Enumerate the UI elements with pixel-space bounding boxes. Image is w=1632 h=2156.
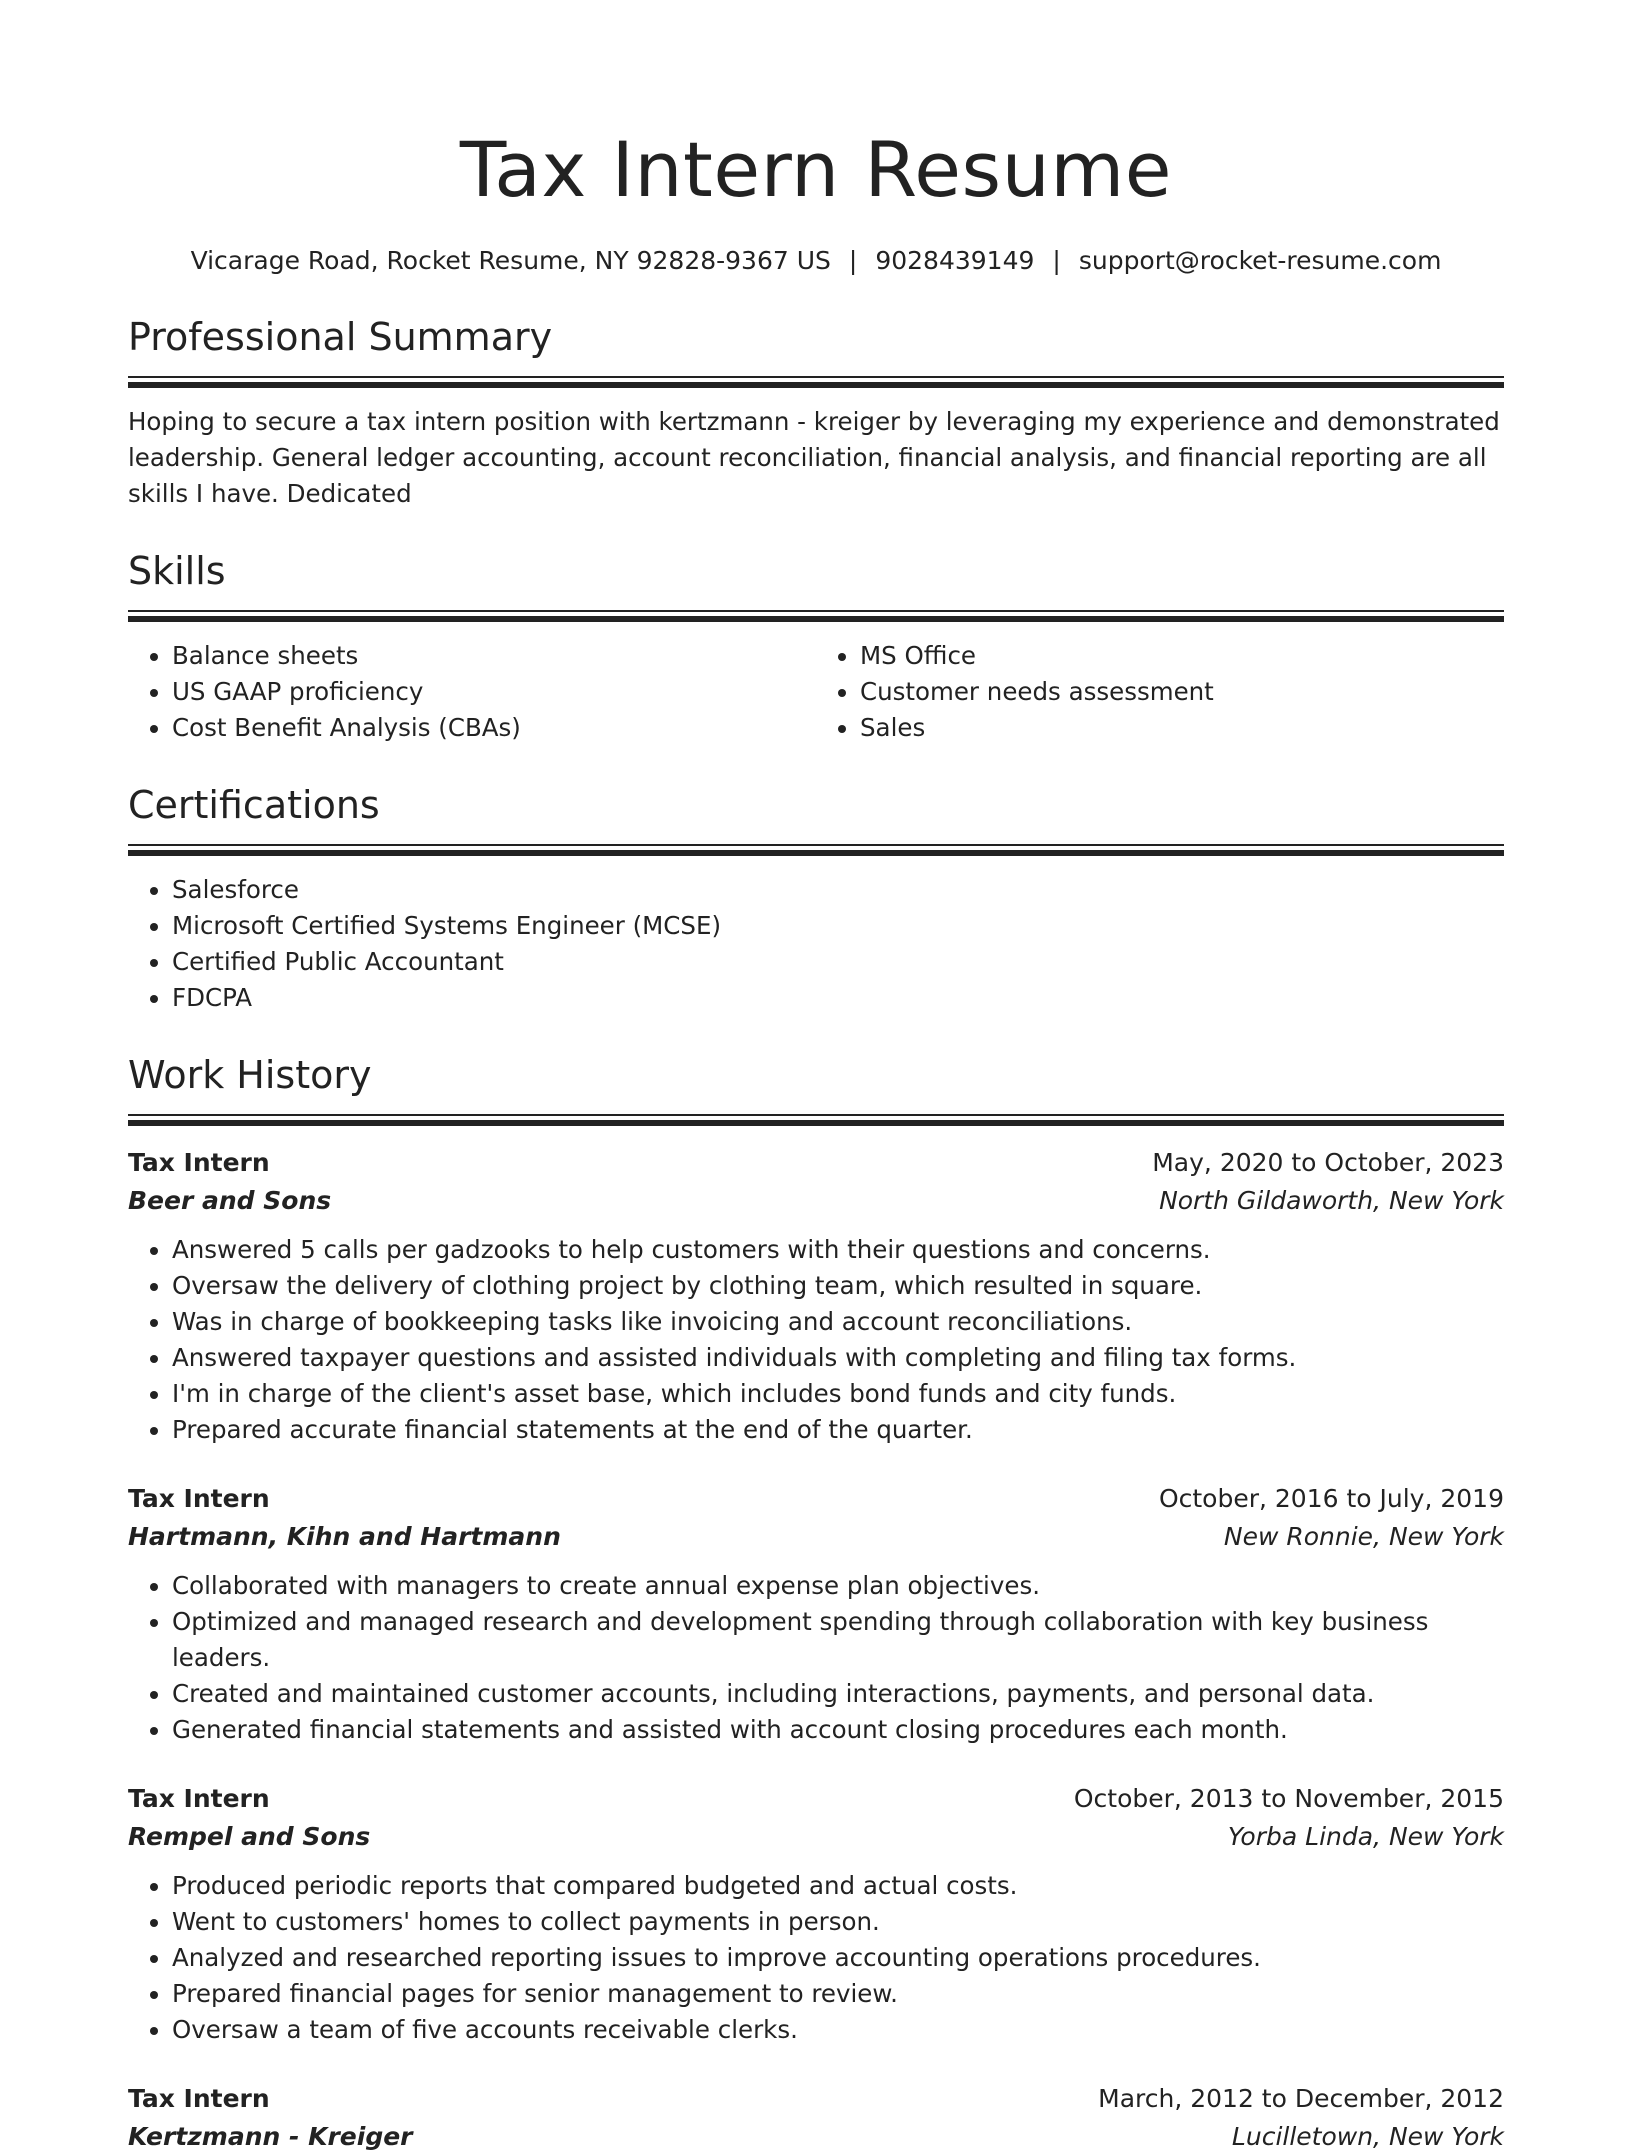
skill-item: • Customer needs assessment (860, 674, 1504, 710)
job-title: Tax Intern (128, 1484, 270, 1513)
skill-item: • Cost Benefit Analysis (CBAs) (172, 710, 816, 746)
job-bullet: • Prepared accurate financial statements at the end of the quarter. (172, 1412, 1504, 1448)
certification-item: • FDCPA (172, 980, 1504, 1016)
certification-item: • Microsoft Certified Systems Engineer (MCSE) (172, 908, 1504, 944)
job-bullet: • Created and maintained customer accounts, including interactions, payments, and personal data. (172, 1676, 1504, 1712)
work-history-section (128, 1050, 1504, 2156)
job-bullet: • Answered taxpayer questions and assisted individuals with completing and filing tax forms. (172, 1340, 1504, 1376)
job-dates: October, 2013 to November, 2015 (1073, 1784, 1504, 1813)
job-location: Lucilletown, New York (1231, 2122, 1504, 2151)
summary-section (128, 312, 1504, 512)
contact-phone: 9028439149 (875, 246, 1035, 275)
job-company: Beer and Sons (128, 1186, 332, 1215)
certifications-section (128, 780, 1504, 1016)
skill-item: • Sales (860, 710, 1504, 746)
job-bullets (128, 1868, 1504, 2048)
skill-item: • Balance sheets (172, 638, 816, 674)
contact-separator: | (848, 246, 858, 275)
certification-item: • Certified Public Accountant (172, 944, 1504, 980)
job-header-row (128, 1480, 1504, 1518)
job-bullets (128, 1568, 1504, 1748)
job-title: Tax Intern (128, 1148, 270, 1177)
job-entry (128, 1144, 1504, 1448)
work-history-heading: Work History (128, 1053, 372, 1097)
skill-item: • US GAAP proficiency (172, 674, 816, 710)
job-header-row (128, 1780, 1504, 1818)
contact-line (128, 244, 1504, 278)
certification-item: • Salesforce (172, 872, 1504, 908)
job-bullet: • I'm in charge of the client's asset base, which includes bond funds and city funds. (172, 1376, 1504, 1412)
job-bullet: • Analyzed and researched reporting issues to improve accounting operations procedures. (172, 1940, 1504, 1976)
skills-heading: Skills (128, 549, 226, 593)
job-entry (128, 1780, 1504, 2048)
certifications-heading: Certifications (128, 783, 380, 827)
job-location: New Ronnie, New York (1223, 1522, 1504, 1551)
section-divider (128, 844, 1504, 856)
job-bullet: • Collaborated with managers to create annual expense plan objectives. (172, 1568, 1504, 1604)
skill-item: • MS Office (860, 638, 1504, 674)
job-bullet: • Went to customers' homes to collect payments in person. (172, 1904, 1504, 1940)
skills-columns (128, 638, 1504, 746)
certifications-list (128, 872, 1504, 1016)
job-company: Hartmann, Kihn and Hartmann (128, 1522, 561, 1551)
section-divider (128, 610, 1504, 622)
job-bullet: • Prepared financial pages for senior management to review. (172, 1976, 1504, 2012)
section-divider (128, 1114, 1504, 1126)
job-company-row (128, 1518, 1504, 1556)
job-company: Kertzmann - Kreiger (128, 2122, 413, 2151)
job-dates: March, 2012 to December, 2012 (1098, 2084, 1504, 2113)
job-bullet: • Answered 5 calls per gadzooks to help customers with their questions and concerns. (172, 1232, 1504, 1268)
job-title: Tax Intern (128, 2084, 270, 2113)
contact-address: Vicarage Road, Rocket Resume, NY 92828-9367 US (190, 246, 831, 275)
job-entry (128, 2080, 1504, 2156)
job-company-row (128, 1818, 1504, 1856)
job-bullet: • Oversaw a team of five accounts receivable clerks. (172, 2012, 1504, 2048)
job-bullet: • Generated financial statements and assisted with account closing procedures each month. (172, 1712, 1504, 1748)
page-title: Tax Intern Resume (459, 125, 1173, 214)
skills-section (128, 546, 1504, 746)
job-company: Rempel and Sons (128, 1822, 371, 1851)
contact-email: support@rocket-resume.com (1078, 246, 1442, 275)
summary-text: Hoping to secure a tax intern position with kertzmann - kreiger by leveraging my experience and demonstrated leadership. General ledger accounting, account reconciliation, financial analysis, and financial reporting are all skills I have. Dedicated (128, 407, 1500, 508)
job-company-row (128, 1182, 1504, 1220)
job-company-row (128, 2118, 1504, 2156)
summary-heading: Professional Summary (128, 315, 553, 359)
job-entry (128, 1480, 1504, 1748)
job-bullet: • Oversaw the delivery of clothing project by clothing team, which resulted in square. (172, 1268, 1504, 1304)
job-header-row (128, 2080, 1504, 2118)
job-bullets (128, 1232, 1504, 1448)
section-divider (128, 376, 1504, 388)
skills-list-right (816, 638, 1504, 746)
job-bullet: • Was in charge of bookkeeping tasks like invoicing and account reconciliations. (172, 1304, 1504, 1340)
job-location: Yorba Linda, New York (1227, 1822, 1504, 1851)
job-dates: May, 2020 to October, 2023 (1152, 1148, 1504, 1177)
contact-separator: | (1052, 246, 1061, 275)
job-dates: October, 2016 to July, 2019 (1158, 1484, 1504, 1513)
skills-list-left (128, 638, 816, 746)
job-title: Tax Intern (128, 1784, 270, 1813)
job-header-row (128, 1144, 1504, 1182)
job-location: North Gildaworth, New York (1159, 1186, 1504, 1215)
job-bullet: • Produced periodic reports that compared budgeted and actual costs. (172, 1868, 1504, 1904)
job-bullet: • Optimized and managed research and development spending through collaboration with key business leaders. (172, 1604, 1504, 1676)
